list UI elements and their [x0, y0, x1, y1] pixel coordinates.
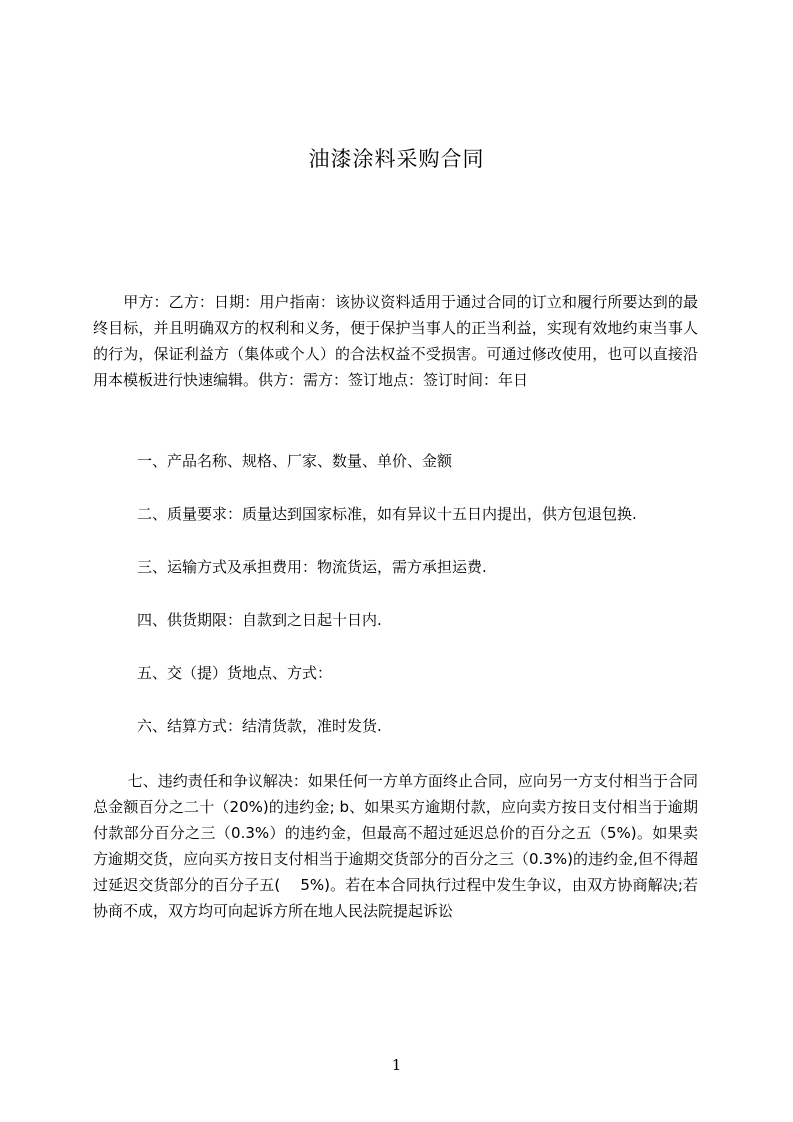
clause-delivery-period: 四、供货期限：自款到之日起十日内.	[137, 611, 382, 629]
document-title: 油漆涂料采购合同	[308, 147, 485, 171]
clause-product: 一、产品名称、规格、厂家、数量、单价、金额	[137, 452, 453, 470]
clause-settlement: 六、结算方式：结清货款，准时发货.	[137, 717, 382, 735]
clause-quality: 二、质量要求：质量达到国家标准，如有异议十五日内提出，供方包退包换.	[137, 505, 637, 523]
intro-paragraph: 甲方：乙方：日期：用户指南：该协议资料适用于通过合同的订立和履行所要达到的最终目标，并且明确双方的权利和义务，便于保护当事人的正当利益，实现有效地约束当事人的行为，保证利益方（集体或个人）的合法权益不受损害。可通过修改使用，也可以直接沿用本模板进行快速编辑。供方：需方：签订地点：签订时间：年日	[93, 293, 698, 389]
liability-paragraph: 七、违约责任和争议解决：如果任何一方单方面终止合同，应向另一方支付相当于合同总金额百分之二十（20%)的违约金; b、如果买方逾期付款，应向卖方按日支付相当于逾期付款部分百分之三（0.3%）的违约金，但最高不超过延迟总价的百分之五（5%)。如果卖方逾期交货，应向买方按日支付相当于逾期交货部分的百分之三（0.3%)的违约金,但不得超过延迟交货部分的百分子五( 5%)。若在本合同执行过程中发生争议，由双方协商解决;若协商不成，双方均可向起诉方所在地人民法院提起诉讼	[93, 772, 698, 920]
clause-delivery-place: 五、交（提）货地点、方式：	[137, 664, 333, 682]
page-number: 1	[391, 1056, 402, 1074]
clause-transport: 三、运输方式及承担费用：物流货运，需方承担运费.	[137, 558, 487, 576]
